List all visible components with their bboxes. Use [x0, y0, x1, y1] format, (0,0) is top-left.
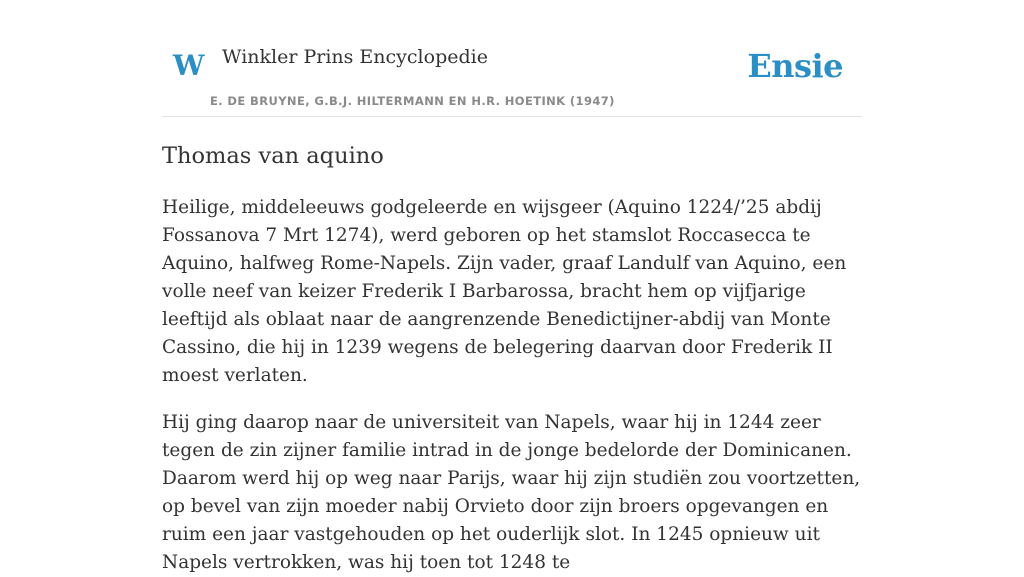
publication-title[interactable]: Winkler Prins Encyclopedie — [222, 46, 488, 68]
page — [162, 0, 862, 577]
brand-logo[interactable]: Ensie — [747, 47, 843, 85]
article-paragraph: Hij ging daarop naar de universiteit van Napels, waar hij in 1244 zeer tegen de zin zijner familie intrad in de jonge bedelorde der Dominicanen. Daarom werd hij op weg naar Parijs, waar hij zijn studiën zou voortzetten, op bevel van zijn moeder nabij Orvieto door zijn broers opgevangen en ruim een jaar vastgehouden op het ouderlijk slot. In 1245 opnieuw uit Napels vertrokken, was hij toen tot 1248 te — [162, 412, 861, 573]
site-header — [162, 0, 862, 117]
article-title: Thomas van aquino — [162, 143, 384, 169]
publication-authors: E. DE BRUYNE, G.B.J. HILTERMANN EN H.R. HOETINK (1947) — [210, 94, 615, 108]
article-paragraph: Heilige, middeleeuws godgeleerde en wijsgeer (Aquino 1224/’25 abdij Fossanova 7 Mrt 1274), werd geboren op het stamslot Roccasecca te Aquino, halfweg Rome-Napels. Zijn vader, graaf Landulf van Aquino, een volle neef van keizer Frederik I Barbarossa, bracht hem op vijfjarige leeftijd als oblaat naar de aangrenzende Benedictijner-abdij van Monte Cassino, die hij in 1239 wegens de belegering daarvan door Frederik II moest verlaten. — [162, 197, 847, 386]
publication-logo-icon[interactable]: W — [173, 49, 205, 82]
